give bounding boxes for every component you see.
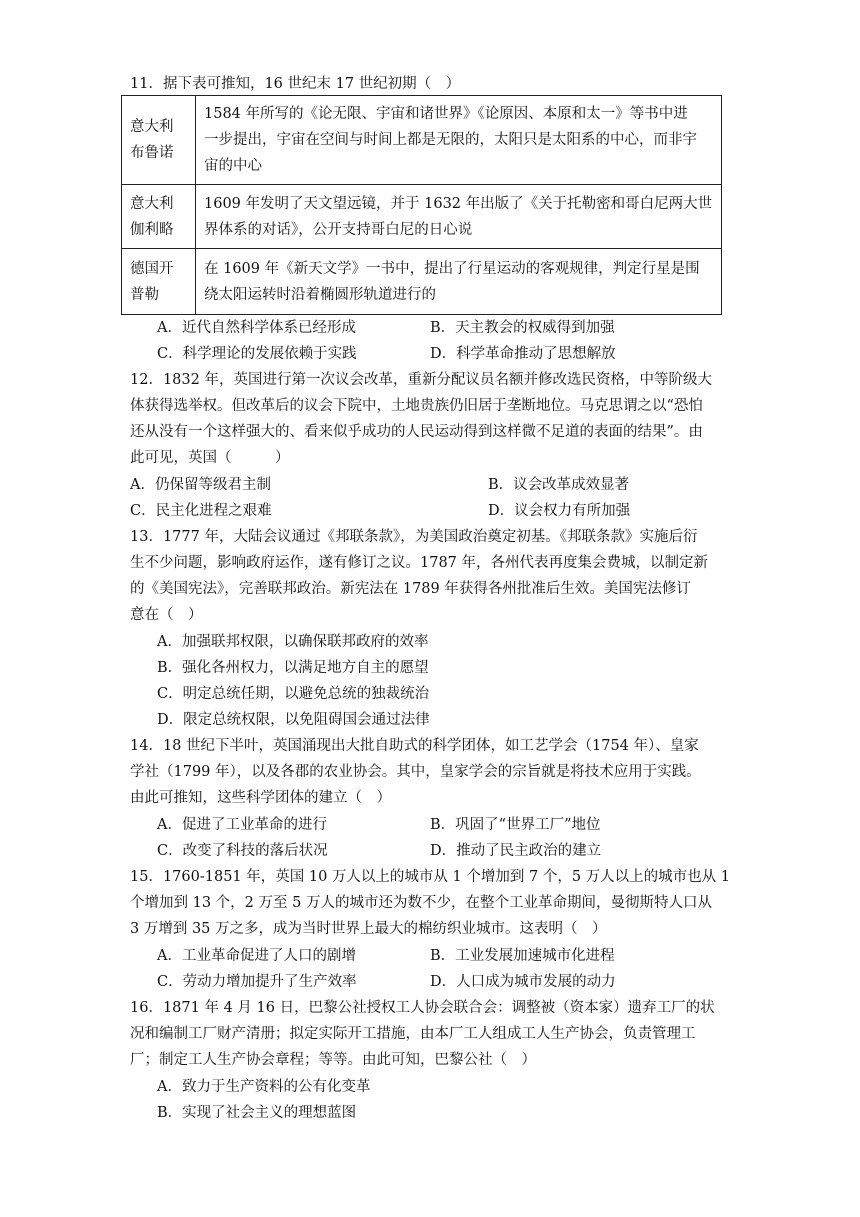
option-a[interactable]: A．致力于生产资料的公有化变革 bbox=[157, 1079, 371, 1095]
q15-stem-line: 15．1760-1851 年，英国 10 万人以上的城市从 1 个增加到 7 个，5 万人以上的城市也从 1 bbox=[130, 869, 730, 885]
option-d[interactable]: D．推动了民主政治的建立 bbox=[430, 843, 602, 859]
scientist-name-cell: 意大利 布鲁诺 bbox=[122, 96, 196, 185]
q16-stem-line: 况和编制工厂财产清册；拟定实际开工措施，由本厂工人组成工人生产协会，负责管理工 bbox=[130, 1026, 696, 1042]
q14-stem-line: 学社（1799 年），以及各郡的农业协会。其中，皇家学会的宗旨就是将技术应用于实践。 bbox=[130, 764, 701, 780]
option-b[interactable]: B．工业发展加速城市化进程 bbox=[430, 948, 615, 964]
option-b[interactable]: B．强化各州权力，以满足地方自主的愿望 bbox=[157, 660, 429, 676]
table-row bbox=[122, 185, 722, 249]
q12-stem-line: 此可见，英国（ ） bbox=[130, 450, 290, 466]
option-c[interactable]: C．劳动力增加提升了生产效率 bbox=[157, 974, 357, 990]
q14-stem-line: 由此可推知，这些科学团体的建立（ ） bbox=[130, 790, 391, 806]
option-a[interactable]: A．工业革命促进了人口的剧增 bbox=[157, 948, 356, 964]
achievement-cell: 1584 年所写的《论无限、宇宙和诸世界》《论原因、本原和太一》等书中进 一步提出，宇宙在空间与时间上都是无限的，太阳只是太阳系的中心，而非宇 宙的中心 bbox=[196, 96, 722, 185]
q13-stem-line: 生不少问题，影响政府运作，遂有修订之议。1787 年，各州代表再度集会费城，以制定新 bbox=[130, 555, 709, 571]
option-b[interactable]: B．实现了社会主义的理想蓝图 bbox=[157, 1105, 357, 1121]
q15-stem-line: 3 万增到 35 万之多，成为当时世界上最大的棉纺织业城市。这表明（ ） bbox=[130, 921, 607, 937]
option-d[interactable]: D．议会权力有所加强 bbox=[488, 503, 631, 519]
q12-stem-line: 12．1832 年，英国进行第一次议会改革，重新分配议员名额并修改选民资格，中等阶级大 bbox=[130, 372, 712, 388]
table-row bbox=[122, 96, 722, 185]
scientist-name-cell: 德国开 普勒 bbox=[122, 249, 196, 315]
option-d[interactable]: D．限定总统权限，以免阻碍国会通过法律 bbox=[157, 712, 430, 728]
achievement-cell: 1609 年发明了天文望远镜，并于 1632 年出版了《关于托勒密和哥白尼两大世 界体系的对话》，公开支持哥白尼的日心说 bbox=[196, 185, 722, 249]
option-d[interactable]: D．人口成为城市发展的动力 bbox=[430, 974, 616, 990]
q11-table bbox=[121, 95, 722, 315]
q14-stem-line: 14．18 世纪下半叶，英国涌现出大批自助式的科学团体，如工艺学会（1754 年）、皇家 bbox=[130, 738, 699, 754]
option-c[interactable]: C．科学理论的发展依赖于实践 bbox=[157, 346, 357, 362]
option-b[interactable]: B．天主教会的权威得到加强 bbox=[430, 320, 615, 336]
option-a[interactable]: A．加强联邦权限，以确保联邦政府的效率 bbox=[157, 634, 429, 650]
achievement-cell: 在 1609 年《新天文学》一书中，提出了行星运动的客观规律，判定行星是围 绕太阳运转时沿着椭圆形轨道进行的 bbox=[196, 249, 722, 315]
option-d[interactable]: D．科学革命推动了思想解放 bbox=[430, 346, 616, 362]
q11-stem: 11．据下表可推知，16 世纪末 17 世纪初期（ ） bbox=[130, 76, 461, 92]
option-a[interactable]: A．近代自然科学体系已经形成 bbox=[157, 320, 356, 336]
q12-stem-line: 还从没有一个这样强大的、看来似乎成功的人民运动得到这样微不足道的表面的结果”。由 bbox=[130, 424, 703, 440]
table-row bbox=[122, 249, 722, 315]
q13-stem-line: 的《美国宪法》，完善联邦政治。新宪法在 1789 年获得各州批准后生效。美国宪法修订 bbox=[130, 581, 691, 597]
option-a[interactable]: A．促进了工业革命的进行 bbox=[157, 817, 327, 833]
scientist-name-cell: 意大利 伽利略 bbox=[122, 185, 196, 249]
option-c[interactable]: C．明定总统任期，以避免总统的独裁统治 bbox=[157, 686, 430, 702]
option-b[interactable]: B．议会改革成效显著 bbox=[488, 477, 630, 493]
option-b[interactable]: B．巩固了“世界工厂”地位 bbox=[430, 817, 601, 833]
option-c[interactable]: C．改变了科技的落后状况 bbox=[157, 843, 328, 859]
option-c[interactable]: C．民主化进程之艰难 bbox=[130, 503, 272, 519]
option-a[interactable]: A．仍保留等级君主制 bbox=[130, 477, 271, 493]
q13-stem-line: 意在（ ） bbox=[130, 607, 203, 623]
q16-stem-line: 厂；制定工人生产协会章程；等等。由此可知，巴黎公社（ ） bbox=[130, 1052, 536, 1068]
q13-stem-line: 13．1777 年，大陆会议通过《邦联条款》，为美国政治奠定初基。《邦联条款》实施后衍 bbox=[130, 529, 698, 545]
q15-stem-line: 个增加到 13 个，2 万至 5 万人的城市还为数不少，在整个工业革命期间，曼彻斯特人口从 bbox=[130, 895, 712, 911]
q16-stem-line: 16．1871 年 4 月 16 日，巴黎公社授权工人协会联合会：调整被（资本家）遗弃工厂的状 bbox=[130, 1000, 715, 1016]
q12-stem-line: 体获得选举权。但改革后的议会下院中，土地贵族仍旧居于垄断地位。马克思谓之以“恐怕 bbox=[130, 398, 703, 414]
